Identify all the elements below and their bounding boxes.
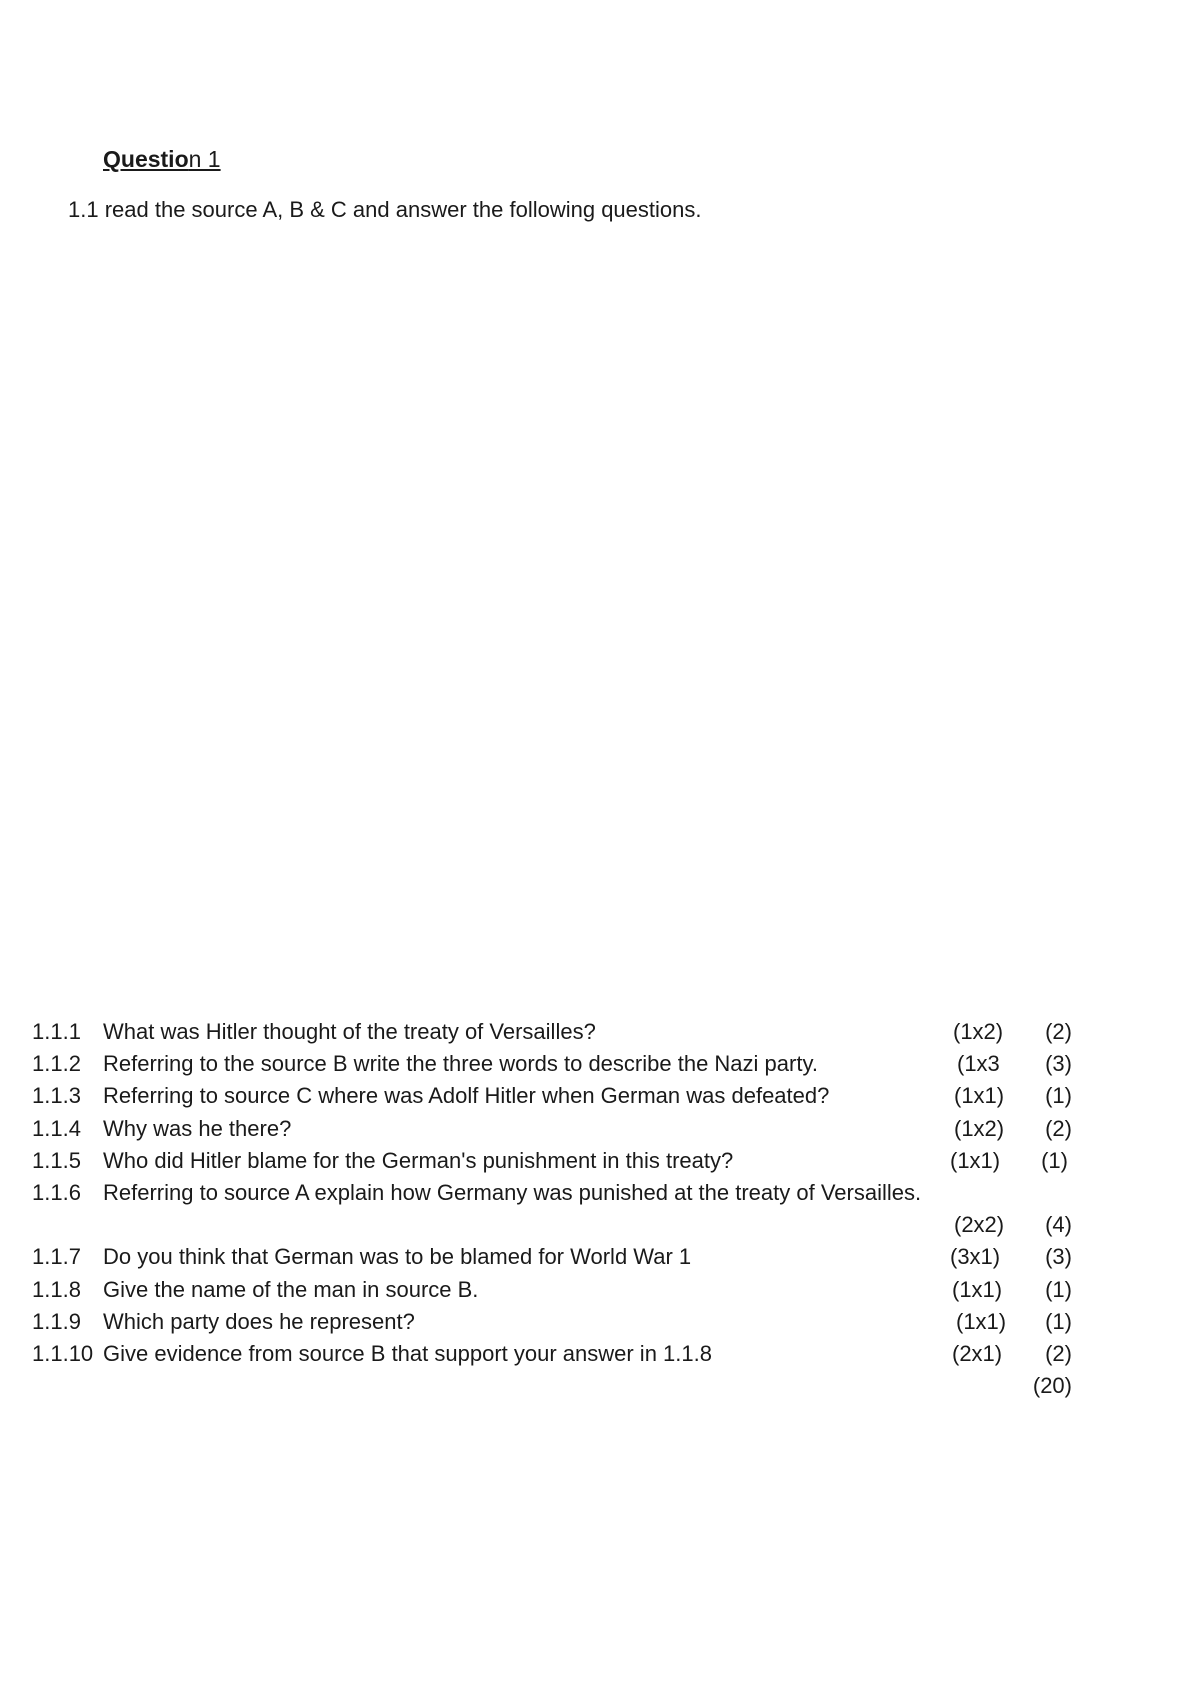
question-list bbox=[32, 1016, 1072, 1402]
question-text: Why was he there? bbox=[103, 1115, 292, 1141]
question-marks: (3) bbox=[1045, 1051, 1072, 1077]
question-text: Which party does he represent? bbox=[103, 1308, 415, 1334]
question-row bbox=[32, 1080, 1072, 1112]
question-number: 1.1.7 bbox=[32, 1244, 81, 1270]
question-text: Referring to the source B write the three words to describe the Nazi party. bbox=[103, 1051, 818, 1077]
question-number: 1.1.2 bbox=[32, 1051, 81, 1077]
question-row bbox=[32, 1241, 1072, 1273]
question-heading-bold: Questio bbox=[103, 146, 189, 172]
question-number: 1.1.1 bbox=[32, 1019, 81, 1044]
question-row bbox=[32, 1048, 1072, 1080]
question-number: 1.1.5 bbox=[32, 1147, 81, 1173]
question-number: 1.1.9 bbox=[32, 1308, 81, 1334]
question-text: Referring to source A explain how Germany was punished at the treaty of Versailles. bbox=[103, 1179, 922, 1205]
mark-allocation: (1x1) bbox=[950, 1147, 1001, 1173]
question-row bbox=[32, 1113, 1072, 1145]
question-marks: (2) bbox=[1045, 1115, 1072, 1141]
question-marks: (2) bbox=[1045, 1340, 1072, 1366]
question-text: What was Hitler thought of the treaty of Versailles? bbox=[103, 1019, 596, 1044]
mark-allocation: (1x2) bbox=[953, 1019, 1004, 1044]
instruction-text: 1.1 read the source A, B & C and answer the following questions. bbox=[68, 197, 702, 222]
question-row bbox=[32, 1145, 1072, 1177]
question-text: Do you think that German was to be blamed for World War 1 bbox=[103, 1244, 692, 1270]
question-number: 1.1.4 bbox=[32, 1115, 81, 1141]
mark-allocation: (1x1) bbox=[952, 1276, 1003, 1302]
question-number: 1.1.10 bbox=[32, 1340, 94, 1366]
question-marks: (4) bbox=[1045, 1212, 1072, 1238]
mark-allocation: (1x2) bbox=[954, 1115, 1005, 1141]
question-number: 1.1.6 bbox=[32, 1179, 81, 1205]
mark-allocation: (1x1) bbox=[954, 1083, 1005, 1109]
question-text: Give the name of the man in source B. bbox=[103, 1276, 479, 1302]
question-row bbox=[32, 1338, 1072, 1370]
question-row bbox=[32, 1016, 1072, 1048]
question-text: Referring to source C where was Adolf Hitler when German was defeated? bbox=[103, 1083, 830, 1109]
question-heading-number: n 1 bbox=[188, 146, 221, 172]
question-row bbox=[32, 1209, 1072, 1241]
question-heading bbox=[103, 144, 221, 174]
mark-allocation: (1x1) bbox=[956, 1308, 1007, 1334]
question-row bbox=[32, 1177, 1072, 1209]
question-marks: (1) bbox=[1045, 1276, 1072, 1302]
mark-allocation: (1x3 bbox=[957, 1051, 1000, 1077]
question-marks: (1) bbox=[1041, 1147, 1068, 1173]
question-marks: (2) bbox=[1045, 1019, 1072, 1044]
question-marks: (3) bbox=[1045, 1244, 1072, 1270]
total-marks: (20) bbox=[1032, 1373, 1072, 1399]
question-marks: (1) bbox=[1045, 1083, 1072, 1109]
total-row bbox=[32, 1370, 1072, 1402]
question-row bbox=[32, 1274, 1072, 1306]
mark-allocation: (2x1) bbox=[952, 1340, 1003, 1366]
question-row bbox=[32, 1306, 1072, 1338]
question-number: 1.1.3 bbox=[32, 1083, 81, 1109]
question-text: Who did Hitler blame for the German's punishment in this treaty? bbox=[103, 1147, 734, 1173]
mark-allocation: (3x1) bbox=[950, 1244, 1001, 1270]
question-marks: (1) bbox=[1045, 1308, 1072, 1334]
question-number: 1.1.8 bbox=[32, 1276, 81, 1302]
question-text: Give evidence from source B that support your answer in 1.1.8 bbox=[103, 1340, 712, 1366]
mark-allocation: (2x2) bbox=[954, 1212, 1005, 1238]
